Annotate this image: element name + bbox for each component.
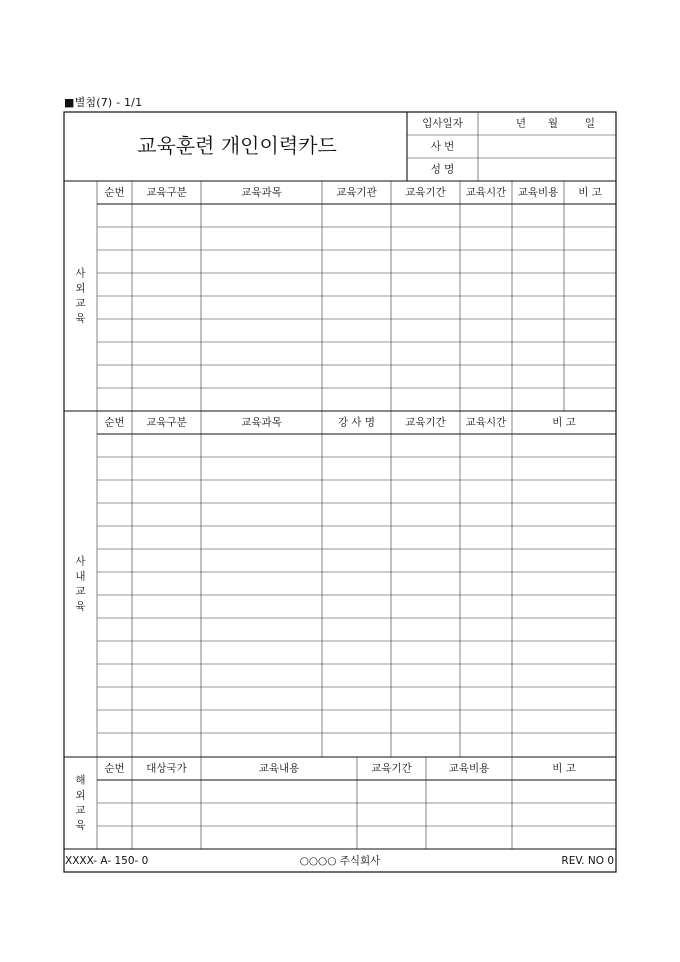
internal-section-label: 육 <box>75 600 86 613</box>
employee-number-label: 사 번 <box>430 140 455 153</box>
overseas-column-header: 순번 <box>104 762 125 775</box>
external-column-header: 비 고 <box>578 186 602 199</box>
document-number: XXXX- A- 150- 0 <box>65 855 149 867</box>
form-title: 교육훈련 개인이력카드 <box>137 133 337 158</box>
external-section-label: 육 <box>75 312 86 325</box>
overseas-column-header: 교육비용 <box>448 762 490 775</box>
company-name: ○○○○ 주식회사 <box>299 855 381 867</box>
internal-column-header: 교육기간 <box>405 416 446 429</box>
internal-section-label: 사 <box>75 555 86 568</box>
external-column-header: 순번 <box>104 186 125 199</box>
date-unit-day: 일 <box>584 117 596 130</box>
external-section-label: 교 <box>75 297 86 310</box>
overseas-column-header: 교육내용 <box>258 762 300 775</box>
internal-column-header: 순번 <box>104 416 125 429</box>
overseas-section-label: 교 <box>75 804 86 817</box>
hire-date-label: 입사일자 <box>422 117 463 130</box>
overseas-column-header: 교육기간 <box>371 762 412 775</box>
internal-column-header: 교육구분 <box>146 416 187 429</box>
external-column-header: 교육비용 <box>517 186 559 199</box>
overseas-column-header: 대상국가 <box>146 762 187 775</box>
external-column-header: 교육기간 <box>405 186 446 199</box>
internal-column-header: 비 고 <box>552 416 576 429</box>
revision-number: REV. NO 0 <box>561 855 614 867</box>
overseas-column-header: 비 고 <box>552 762 576 775</box>
attachment-label: ■별첨(7) - 1/1 <box>64 96 143 109</box>
internal-section-label: 교 <box>75 585 86 598</box>
overseas-section-label: 육 <box>75 819 86 832</box>
internal-column-header: 강 사 명 <box>337 416 376 429</box>
external-column-header: 교육구분 <box>146 186 187 199</box>
external-section-label: 외 <box>75 282 86 295</box>
external-column-header: 교육시간 <box>465 186 507 199</box>
name-label: 성 명 <box>430 163 455 176</box>
internal-column-header: 교육시간 <box>465 416 507 429</box>
external-column-header: 교육과목 <box>241 186 282 199</box>
internal-column-header: 교육과목 <box>241 416 282 429</box>
internal-section-label: 내 <box>75 570 86 583</box>
overseas-section-label: 해 <box>75 774 86 787</box>
overseas-section-label: 외 <box>75 789 86 802</box>
external-section-label: 사 <box>75 267 86 280</box>
date-unit-year: 년 <box>515 117 527 130</box>
external-column-header: 교육기관 <box>336 186 377 199</box>
date-unit-month: 월 <box>547 117 559 130</box>
form-frame <box>64 112 616 872</box>
